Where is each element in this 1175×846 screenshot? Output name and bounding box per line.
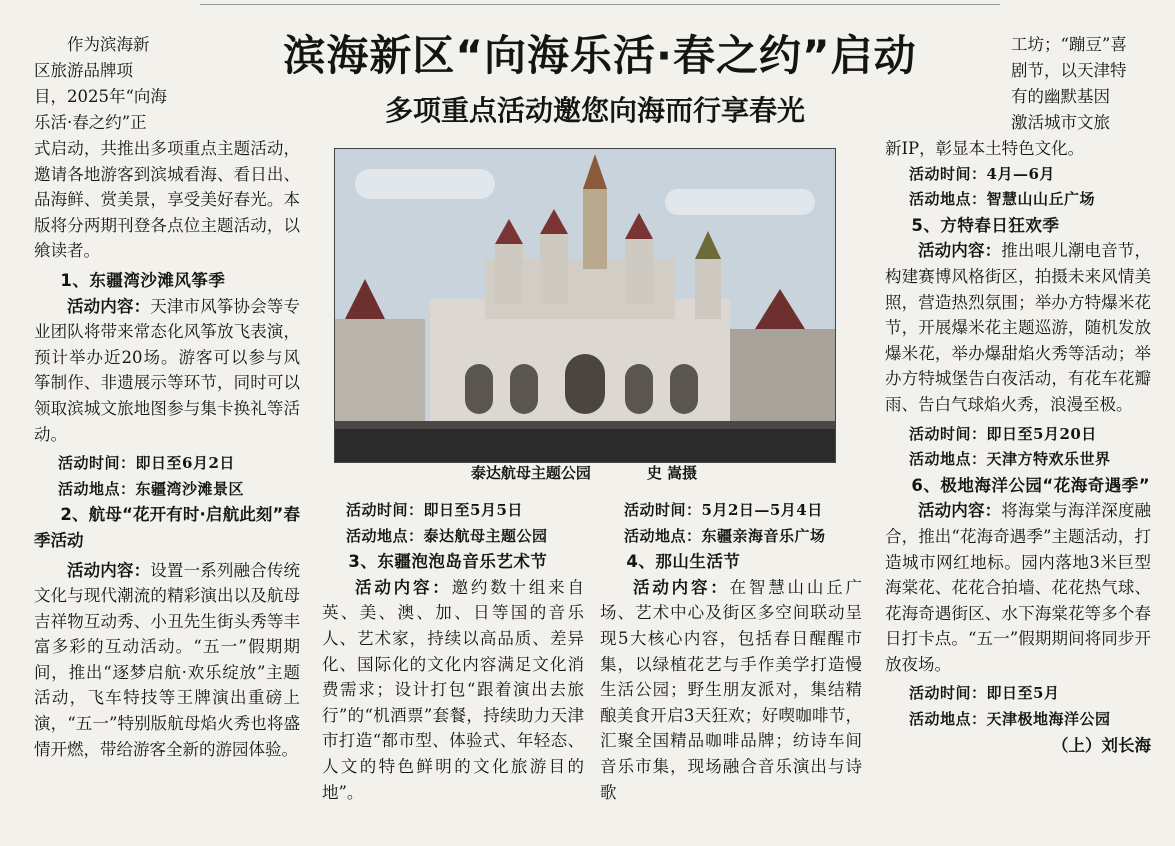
photo-central-spire: [583, 189, 607, 269]
section-6-content: [885, 498, 1151, 677]
section-4-content: [600, 575, 862, 805]
content-label: 活动内容：: [633, 577, 730, 597]
photo-crowd: [335, 427, 835, 462]
photo-tower: [625, 239, 653, 304]
column-3: [600, 498, 862, 805]
section-6-time: 活动时间：即日至5月: [909, 684, 1060, 703]
intro-line: 乐活·春之约”正: [34, 113, 147, 132]
section-6-place: 活动地点：天津极地海洋公园: [909, 710, 1111, 729]
content-text: 设置一系列融合传统文化与现代潮流的精彩演出以及航母吉祥物互动秀、小丑先生街头秀等丰富多彩的互动活动。“五一”假期期间，推出“逐梦启航·欢乐绽放”主题活动，飞车特技等王牌演出重磅上演，“五一”特别版航母焰火秀也将盛情开燃，带给游客全新的游园体验。: [34, 560, 301, 759]
photo-arch: [565, 354, 605, 414]
page-title: 滨海新区“向海乐活·春之约”启动: [283, 31, 917, 80]
photo-tower: [695, 259, 721, 319]
column-1: [34, 32, 300, 762]
intro-text: 式启动，共推出多项重点主题活动，邀请各地游客到滨城看海、看日出、品海鲜、赏美景，享受美好春光。本版将分两期刊登各点位主题活动，以飨读者。: [34, 139, 300, 261]
content-label: 活动内容：: [918, 501, 1002, 521]
top-rule: [200, 4, 1000, 5]
photo-arch: [510, 364, 538, 414]
section-5-heading: 5、方特春日狂欢季: [911, 215, 1060, 235]
section-1-place: 活动地点：东疆湾沙滩景区: [58, 479, 245, 498]
caption-credit: 史 嵩摄: [646, 464, 698, 482]
content-label: 活动内容：: [355, 577, 452, 597]
section-3-content: [322, 575, 584, 805]
section-4-continuation-narrow: [1011, 32, 1151, 136]
photo-arch: [465, 364, 493, 414]
continuation-line: 有的幽默基因: [1011, 87, 1110, 106]
section-1-content: [34, 294, 300, 448]
content-label: 活动内容：: [918, 241, 1002, 261]
column-4: [885, 32, 1151, 758]
intro-line: 作为滨海新: [67, 35, 150, 54]
content-text: 将海棠与海洋深度融合，推出“花海奇遇季”主题活动，打造城市网红地标。园内落地3米巨型海棠花、花花合拍墙、花花热气球、花海奇遇街区、水下海棠花等多个春日打卡点。“五一”假期期间将同步开放夜场。: [885, 501, 1152, 674]
section-1-heading: 1、东疆湾沙滩风筝季: [60, 270, 226, 290]
caption-place: 泰达航母主题公园: [470, 464, 591, 482]
photo-tower: [495, 244, 523, 304]
section-2-content: [34, 558, 300, 763]
content-label: 活动内容：: [67, 296, 151, 316]
section-4-heading: 4、那山生活节: [626, 552, 741, 572]
page-subtitle: 多项重点活动邀您向海而行享春光: [384, 94, 805, 127]
castle-photo: [334, 148, 836, 463]
castle-illustration: [335, 149, 835, 462]
section-5-place: 活动地点：天津方特欢乐世界: [909, 450, 1111, 469]
photo-crowd-highlight: [335, 421, 835, 429]
photo-arch: [670, 364, 698, 414]
continuation-line: 工坊；“蹦豆”喜: [1011, 35, 1127, 54]
content-text: 邀约数十组来自英、美、澳、加、日等国的音乐人、艺术家，持续以高品质、差异化、国际化的文化内容满足文化消费需求；设计打包“跟着演出去旅行”的“机酒票”套餐，持续助力天津市打造“都市型、体验式、年轻态、人文的特色鲜明的文化旅游目的地”。: [322, 577, 585, 802]
section-2-heading: 2、航母“花开有时·启航此刻”春季活动: [34, 505, 300, 550]
section-4-time: 活动时间：4月—6月: [909, 164, 1055, 183]
section-3-time: 活动时间：5月2日—5月4日: [624, 501, 823, 519]
section-1-time: 活动时间：即日至6月2日: [58, 454, 235, 473]
section-3-heading: 3、东疆泡泡岛音乐艺术节: [348, 552, 548, 572]
section-4-place: 活动地点：智慧山山丘广场: [909, 190, 1096, 209]
content-text: 天津市风筝协会等专业团队将带来常态化风筝放飞表演，预计举办近20场。游客可以参与风筝制作、非遗展示等环节，同时可以领取滨城文旅地图参与集卡换礼等活动。: [34, 296, 301, 444]
section-6-heading: 6、极地海洋公园“花海奇遇季”: [911, 475, 1151, 495]
content-text: 推出哏儿潮电音节，构建赛博风格街区，拍摄未来风情美照，营造热烈氛围；举办方特爆米花节，开展爆米花主题巡游，随机发放爆米花，举办爆甜焰火秀等活动；举办方特城堡告白夜活动，有花车花瓣雨、告白气球焰火秀，浪漫至极。: [885, 241, 1152, 414]
byline: （上）刘长海: [1052, 735, 1151, 755]
section-2-place: 活动地点：泰达航母主题公园: [346, 526, 548, 545]
photo-cloud: [665, 189, 815, 215]
photo-caption: [334, 462, 834, 484]
content-label: 活动内容：: [67, 560, 151, 580]
continuation-line: 激活城市文旅: [1011, 113, 1110, 132]
intro-narrow: [34, 32, 174, 136]
photo-cloud: [355, 169, 495, 199]
continuation-line: 剧节，以天津特: [1011, 61, 1127, 80]
column-2: [322, 498, 584, 805]
section-5-time: 活动时间：即日至5月20日: [909, 424, 1097, 443]
section-2-time: 活动时间：即日至5月5日: [346, 501, 523, 519]
section-3-place: 活动地点：东疆亲海音乐广场: [624, 526, 826, 545]
content-text: 在智慧山山丘广场、艺术中心及街区多空间联动呈现5大核心内容，包括春日醒醒市集，以绿植花艺与手作美学打造慢生活公园；野生朋友派对，集结精酿美食开启3天狂欢；好喫咖啡节，汇聚全国精品咖啡品牌；纺诗车间音乐市集，现场融合音乐演出与诗歌: [600, 577, 863, 802]
photo-arch: [625, 364, 653, 414]
section-4-continuation: 新IP，彰显本土特色文化。: [885, 139, 1085, 158]
photo-tower: [540, 234, 568, 304]
intro-line: 目，2025年“向海: [34, 87, 167, 106]
section-5-content: [885, 238, 1151, 417]
intro-line: 区旅游品牌项: [34, 61, 133, 80]
